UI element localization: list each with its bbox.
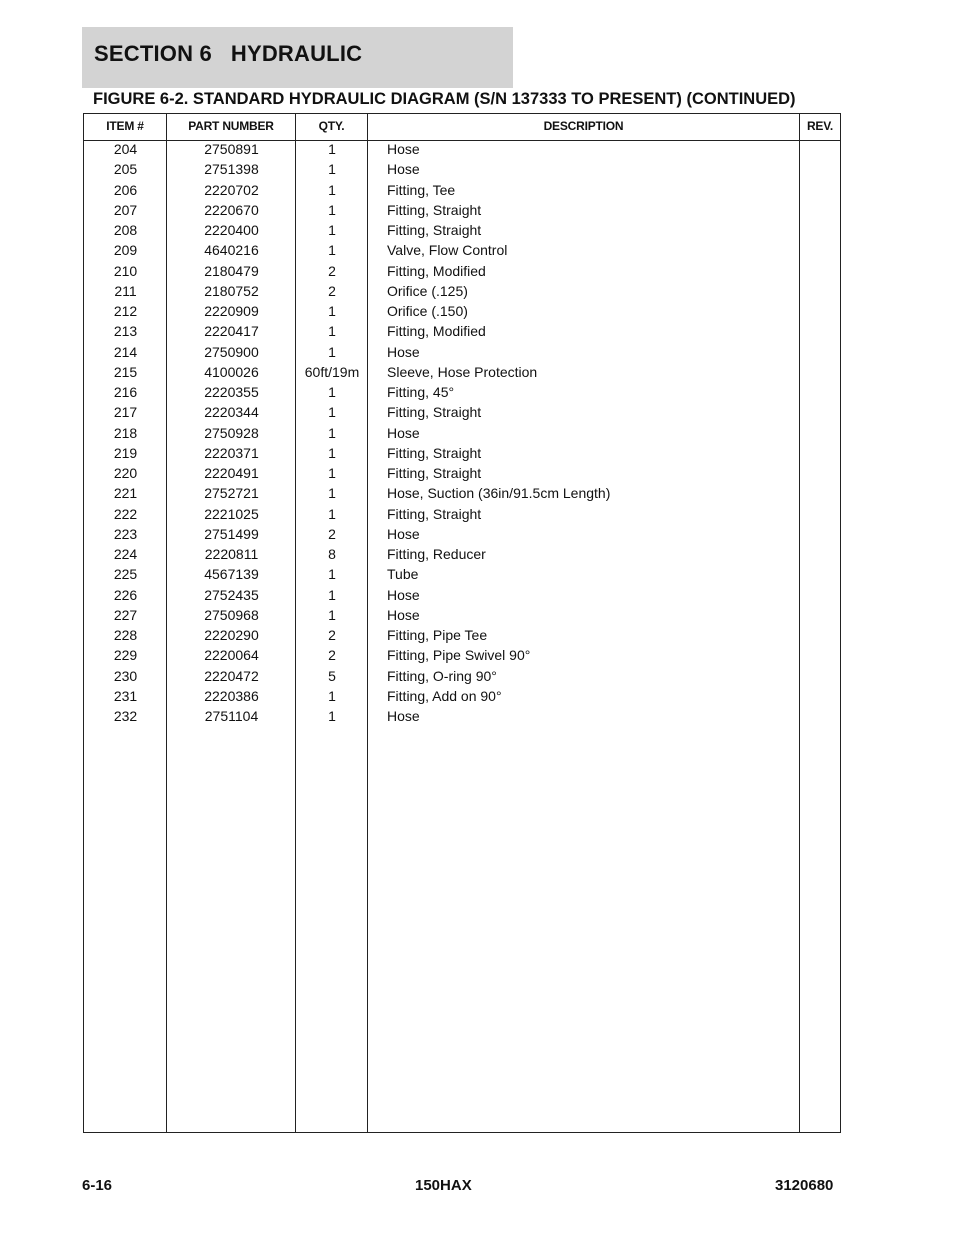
description-cell: Hose, Suction (36in/91.5cm Length) <box>387 485 611 502</box>
item-cell: 213 <box>113 323 138 340</box>
qty-cell: 1 <box>328 141 336 157</box>
item-cell: 226 <box>113 586 138 603</box>
description-cell: Fitting, Straight <box>387 465 482 481</box>
table-row <box>84 627 840 647</box>
part-number-cell: 2221025 <box>204 505 259 522</box>
table-row <box>84 485 840 505</box>
description-cell: Hose <box>387 708 420 724</box>
item-cell: 209 <box>113 242 138 259</box>
item-cell: 216 <box>113 384 138 400</box>
qty-cell: 1 <box>328 444 336 461</box>
part-number-cell: 2220344 <box>204 404 259 421</box>
item-cell: 206 <box>113 181 138 198</box>
item-cell: 207 <box>113 201 138 218</box>
part-number-cell: 4100026 <box>204 363 259 380</box>
table-row <box>84 688 840 708</box>
header-qty: QTY. <box>318 119 345 133</box>
header-description: DESCRIPTION <box>543 119 624 133</box>
qty-cell: 5 <box>328 667 336 684</box>
item-cell: 231 <box>113 687 138 704</box>
description-cell: Fitting, Tee <box>387 181 456 198</box>
qty-cell: 1 <box>328 586 336 603</box>
item-cell: 228 <box>113 627 138 643</box>
part-number-cell: 2220811 <box>204 546 259 562</box>
qty-cell: 1 <box>328 384 336 400</box>
qty-cell: 1 <box>328 343 336 360</box>
item-cell: 224 <box>113 546 138 562</box>
qty-cell: 1 <box>328 424 336 441</box>
table-row <box>84 323 840 343</box>
item-cell: 223 <box>113 525 138 542</box>
table-row <box>84 404 840 424</box>
footer-page-number: 6-16 <box>82 1177 113 1194</box>
table-row <box>84 161 840 181</box>
item-cell: 222 <box>113 505 138 522</box>
part-number-cell: 2220371 <box>204 444 259 461</box>
item-cell: 227 <box>113 606 138 623</box>
description-cell: Hose <box>387 343 420 360</box>
qty-cell: 1 <box>328 708 336 724</box>
table-row <box>84 344 840 364</box>
section-banner <box>82 27 513 88</box>
table-row <box>84 303 840 323</box>
description-cell: Fitting, Pipe Swivel 90° <box>387 647 531 664</box>
qty-cell: 2 <box>328 525 336 542</box>
part-number-cell: 2751398 <box>204 161 259 178</box>
header-part-number: PART NUMBER <box>188 119 274 133</box>
table-row <box>84 526 840 546</box>
part-number-cell: 2752721 <box>204 485 259 502</box>
qty-cell: 1 <box>328 161 336 178</box>
table-row <box>84 708 840 728</box>
table-row <box>84 445 840 465</box>
table-row <box>84 647 840 667</box>
part-number-cell: 2180752 <box>204 282 259 299</box>
table-row <box>84 425 840 445</box>
table-row <box>84 364 840 384</box>
part-number-cell: 2220702 <box>204 181 259 198</box>
item-cell: 214 <box>113 343 138 360</box>
description-cell: Fitting, Straight <box>387 505 482 522</box>
item-cell: 210 <box>113 262 138 279</box>
description-cell: Fitting, Modified <box>387 323 486 340</box>
table-header-row <box>84 114 840 141</box>
part-number-cell: 2751499 <box>204 525 259 542</box>
description-cell: Fitting, Modified <box>387 262 486 279</box>
description-cell: Fitting, Straight <box>387 201 482 218</box>
item-cell: 232 <box>113 708 138 724</box>
table-row <box>84 202 840 222</box>
item-cell: 205 <box>113 161 138 178</box>
part-number-cell: 2220400 <box>204 222 259 238</box>
description-cell: Hose <box>387 606 420 623</box>
description-cell: Fitting, Add on 90° <box>387 687 502 704</box>
qty-cell: 1 <box>328 485 336 502</box>
part-number-cell: 2220064 <box>204 647 259 664</box>
description-cell: Fitting, O-ring 90° <box>387 667 497 684</box>
qty-cell: 8 <box>328 546 336 562</box>
part-number-cell: 2220909 <box>204 303 259 319</box>
item-cell: 218 <box>113 424 138 441</box>
table-row <box>84 384 840 404</box>
table-row <box>84 182 840 202</box>
table-row <box>84 141 840 161</box>
footer-document-number: 3120680 <box>775 1177 834 1194</box>
qty-cell: 60ft/19m <box>304 363 360 380</box>
part-number-cell: 2750928 <box>204 424 259 441</box>
figure-title: FIGURE 6-2. STANDARD HYDRAULIC DIAGRAM (S/N 137333 TO PRESENT) (CONTINUED) <box>93 90 796 108</box>
item-cell: 219 <box>113 444 138 461</box>
description-cell: Orifice (.125) <box>387 282 468 299</box>
item-cell: 221 <box>113 485 138 502</box>
description-cell: Hose <box>387 161 420 178</box>
description-cell: Hose <box>387 424 420 441</box>
description-cell: Fitting, 45° <box>387 384 455 400</box>
part-number-cell: 2220290 <box>204 627 259 643</box>
footer-model: 150HAX <box>415 1177 472 1194</box>
part-number-cell: 2750968 <box>204 606 259 623</box>
part-number-cell: 2751104 <box>204 708 259 724</box>
description-cell: Hose <box>387 141 420 157</box>
item-cell: 220 <box>113 465 138 481</box>
qty-cell: 1 <box>328 505 336 522</box>
qty-cell: 1 <box>328 323 336 340</box>
part-number-cell: 2220355 <box>204 384 259 400</box>
item-cell: 204 <box>113 141 138 157</box>
description-cell: Fitting, Straight <box>387 404 482 421</box>
description-cell: Fitting, Pipe Tee <box>387 627 488 643</box>
description-cell: Tube <box>387 566 419 583</box>
table-row <box>84 546 840 566</box>
description-cell: Fitting, Reducer <box>387 546 486 562</box>
header-rev: REV. <box>806 119 834 133</box>
qty-cell: 1 <box>328 404 336 421</box>
table-body <box>84 141 840 728</box>
item-cell: 229 <box>113 647 138 664</box>
table-row <box>84 465 840 485</box>
qty-cell: 1 <box>328 201 336 218</box>
item-cell: 217 <box>113 404 138 421</box>
item-cell: 211 <box>114 282 137 299</box>
item-cell: 230 <box>113 667 138 684</box>
description-cell: Hose <box>387 586 420 603</box>
qty-cell: 1 <box>328 465 336 481</box>
table-row <box>84 263 840 283</box>
qty-cell: 1 <box>328 606 336 623</box>
part-number-cell: 2750900 <box>204 343 259 360</box>
qty-cell: 1 <box>328 566 336 583</box>
qty-cell: 2 <box>328 282 336 299</box>
part-number-cell: 2220491 <box>204 465 259 481</box>
part-number-cell: 2220670 <box>204 201 259 218</box>
qty-cell: 1 <box>328 181 336 198</box>
item-cell: 212 <box>113 303 138 319</box>
part-number-cell: 2220472 <box>204 667 259 684</box>
table-row <box>84 242 840 262</box>
qty-cell: 2 <box>328 627 336 643</box>
qty-cell: 1 <box>328 242 336 259</box>
table-row <box>84 566 840 586</box>
description-cell: Valve, Flow Control <box>387 242 508 259</box>
part-number-cell: 2750891 <box>204 141 259 157</box>
part-number-cell: 2180479 <box>204 262 259 279</box>
table-row <box>84 222 840 242</box>
header-item: ITEM # <box>106 119 144 133</box>
table-row <box>84 587 840 607</box>
part-number-cell: 4567139 <box>204 566 259 583</box>
part-number-cell: 2220386 <box>204 687 259 704</box>
table-row <box>84 506 840 526</box>
part-number-cell: 4640216 <box>204 242 259 259</box>
item-cell: 215 <box>113 363 138 380</box>
section-title: SECTION 6 HYDRAULIC <box>94 41 363 66</box>
parts-table <box>83 113 841 1133</box>
description-cell: Sleeve, Hose Protection <box>387 363 538 380</box>
description-cell: Orifice (.150) <box>387 303 468 319</box>
description-cell: Hose <box>387 525 420 542</box>
table-row <box>84 607 840 627</box>
table-row <box>84 668 840 688</box>
qty-cell: 2 <box>328 647 336 664</box>
item-cell: 225 <box>113 566 138 583</box>
qty-cell: 1 <box>328 687 336 704</box>
item-cell: 208 <box>113 222 138 238</box>
description-cell: Fitting, Straight <box>387 222 482 238</box>
table-row <box>84 283 840 303</box>
qty-cell: 1 <box>328 303 336 319</box>
qty-cell: 2 <box>328 262 336 279</box>
part-number-cell: 2220417 <box>204 323 259 340</box>
qty-cell: 1 <box>328 222 336 238</box>
description-cell: Fitting, Straight <box>387 444 482 461</box>
part-number-cell: 2752435 <box>204 586 259 603</box>
